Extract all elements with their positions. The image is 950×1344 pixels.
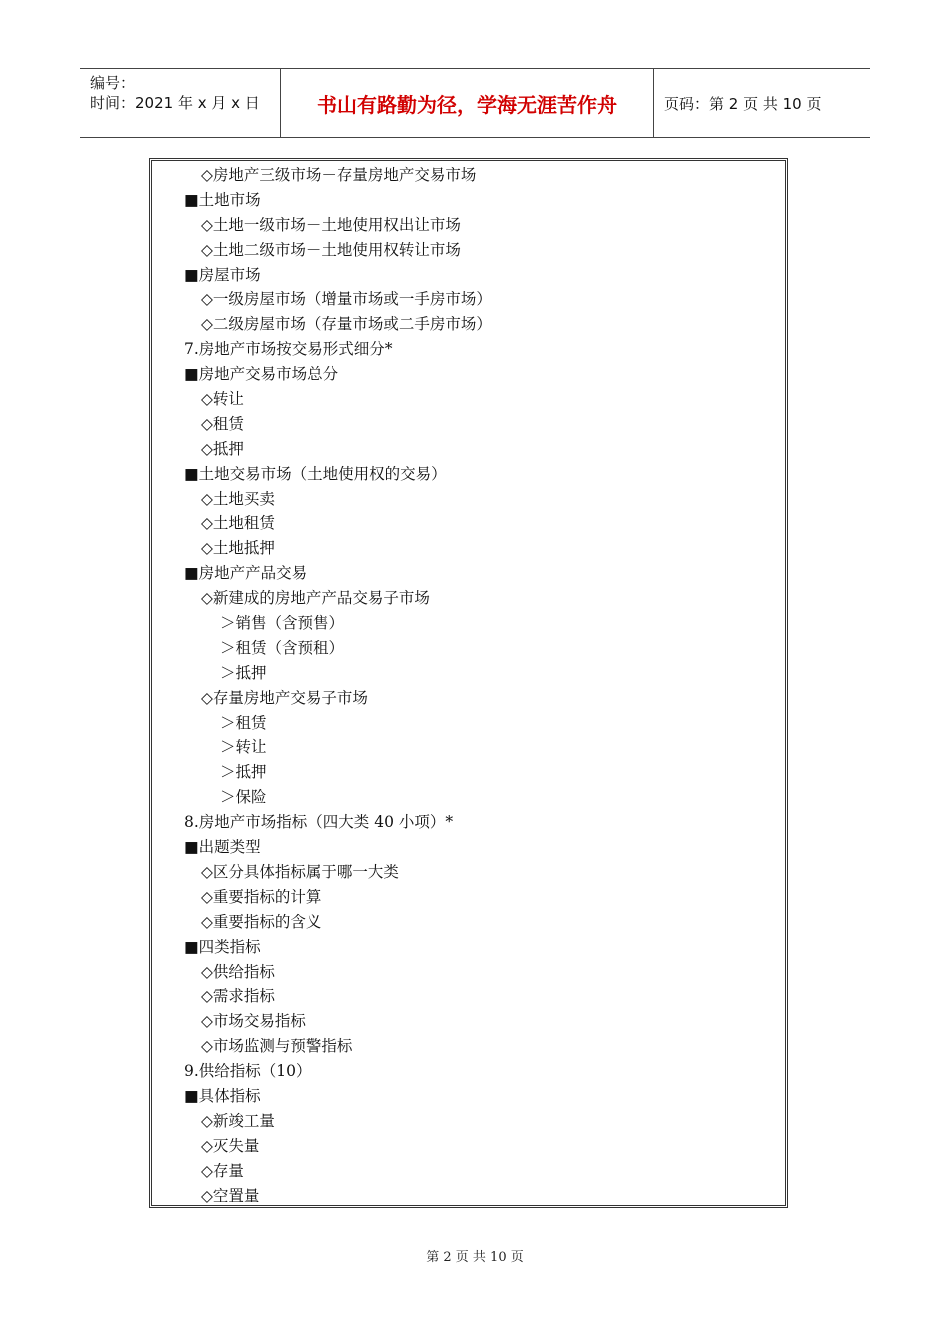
content-box bbox=[149, 158, 788, 1208]
outline-list bbox=[184, 163, 775, 1208]
header-motto: 书山有路勤为径，学海无涯苦作舟 bbox=[317, 92, 617, 117]
outline-line: ◇土地租赁 bbox=[201, 514, 275, 533]
outline-line: ◇租赁 bbox=[201, 414, 244, 433]
outline-line: ＞销售（含预售） bbox=[220, 614, 345, 633]
document-number-label: 编号： bbox=[90, 74, 136, 92]
outline-line: ＞租赁 bbox=[220, 713, 267, 732]
outline-line: ◇土地二级市场－土地使用权转让市场 bbox=[201, 240, 461, 259]
outline-line: ◇重要指标的含义 bbox=[201, 912, 322, 931]
header-page-number: 页码：第 2 页 共 10 页 bbox=[664, 94, 822, 113]
header-page-cell bbox=[654, 69, 870, 137]
outline-line: ■房屋市场 bbox=[184, 265, 261, 284]
outline-line: ◇市场监测与预警指标 bbox=[201, 1037, 353, 1056]
header-info-cell bbox=[80, 69, 281, 137]
outline-line: 7.房地产市场按交易形式细分* bbox=[184, 340, 393, 359]
page-header bbox=[80, 68, 870, 138]
outline-line: ＞抵押 bbox=[220, 663, 267, 682]
outline-line: ■出题类型 bbox=[184, 838, 261, 857]
outline-line: ◇土地一级市场－土地使用权出让市场 bbox=[201, 215, 461, 234]
outline-line: ■具体指标 bbox=[184, 1086, 261, 1105]
outline-line: ◇土地抵押 bbox=[201, 539, 275, 558]
page-footer: 第 2 页 共 10 页 bbox=[426, 1250, 524, 1265]
outline-line: ◇存量房地产交易子市场 bbox=[201, 688, 368, 707]
header-motto-cell bbox=[281, 69, 654, 137]
outline-line: ＞抵押 bbox=[220, 763, 267, 782]
outline-line: ■四类指标 bbox=[184, 937, 261, 956]
outline-line: ■房地产交易市场总分 bbox=[184, 365, 339, 384]
outline-line: ◇新建成的房地产产品交易子市场 bbox=[201, 589, 430, 608]
outline-line: ◇二级房屋市场（存量市场或二手房市场） bbox=[201, 315, 492, 334]
outline-line: 8.房地产市场指标（四大类 40 小项）* bbox=[184, 813, 454, 832]
outline-line: ■土地交易市场（土地使用权的交易） bbox=[184, 464, 447, 483]
outline-line: ◇空置量 bbox=[201, 1186, 260, 1205]
outline-line: ■房地产产品交易 bbox=[184, 564, 308, 583]
outline-line: ◇房地产三级市场－存量房地产交易市场 bbox=[201, 166, 477, 184]
outline-line: ◇供给指标 bbox=[201, 962, 275, 981]
outline-line: ◇重要指标的计算 bbox=[201, 887, 322, 906]
outline-line: ＞转让 bbox=[220, 738, 267, 757]
outline-line: ◇存量 bbox=[201, 1161, 244, 1180]
outline-line: ◇市场交易指标 bbox=[201, 1012, 306, 1031]
outline-line: ◇土地买卖 bbox=[201, 489, 275, 508]
outline-line: ■土地市场 bbox=[184, 190, 261, 209]
outline-line: ◇灭失量 bbox=[201, 1136, 260, 1155]
document-time-label: 时间：2021 年 x 月 x 日 bbox=[90, 94, 260, 112]
outline-line: ＞保险 bbox=[220, 788, 267, 807]
outline-line: ◇需求指标 bbox=[201, 987, 275, 1006]
outline-line: ＞租赁（含预租） bbox=[220, 638, 345, 657]
outline-line: ◇抵押 bbox=[201, 439, 244, 458]
outline-line: ◇一级房屋市场（增量市场或一手房市场） bbox=[201, 290, 492, 309]
outline-line: 9.供给指标（10） bbox=[184, 1062, 312, 1081]
outline-line: ◇转让 bbox=[201, 390, 244, 409]
outline-line: ◇新竣工量 bbox=[201, 1111, 275, 1130]
outline-line: ◇区分具体指标属于哪一大类 bbox=[201, 862, 399, 881]
